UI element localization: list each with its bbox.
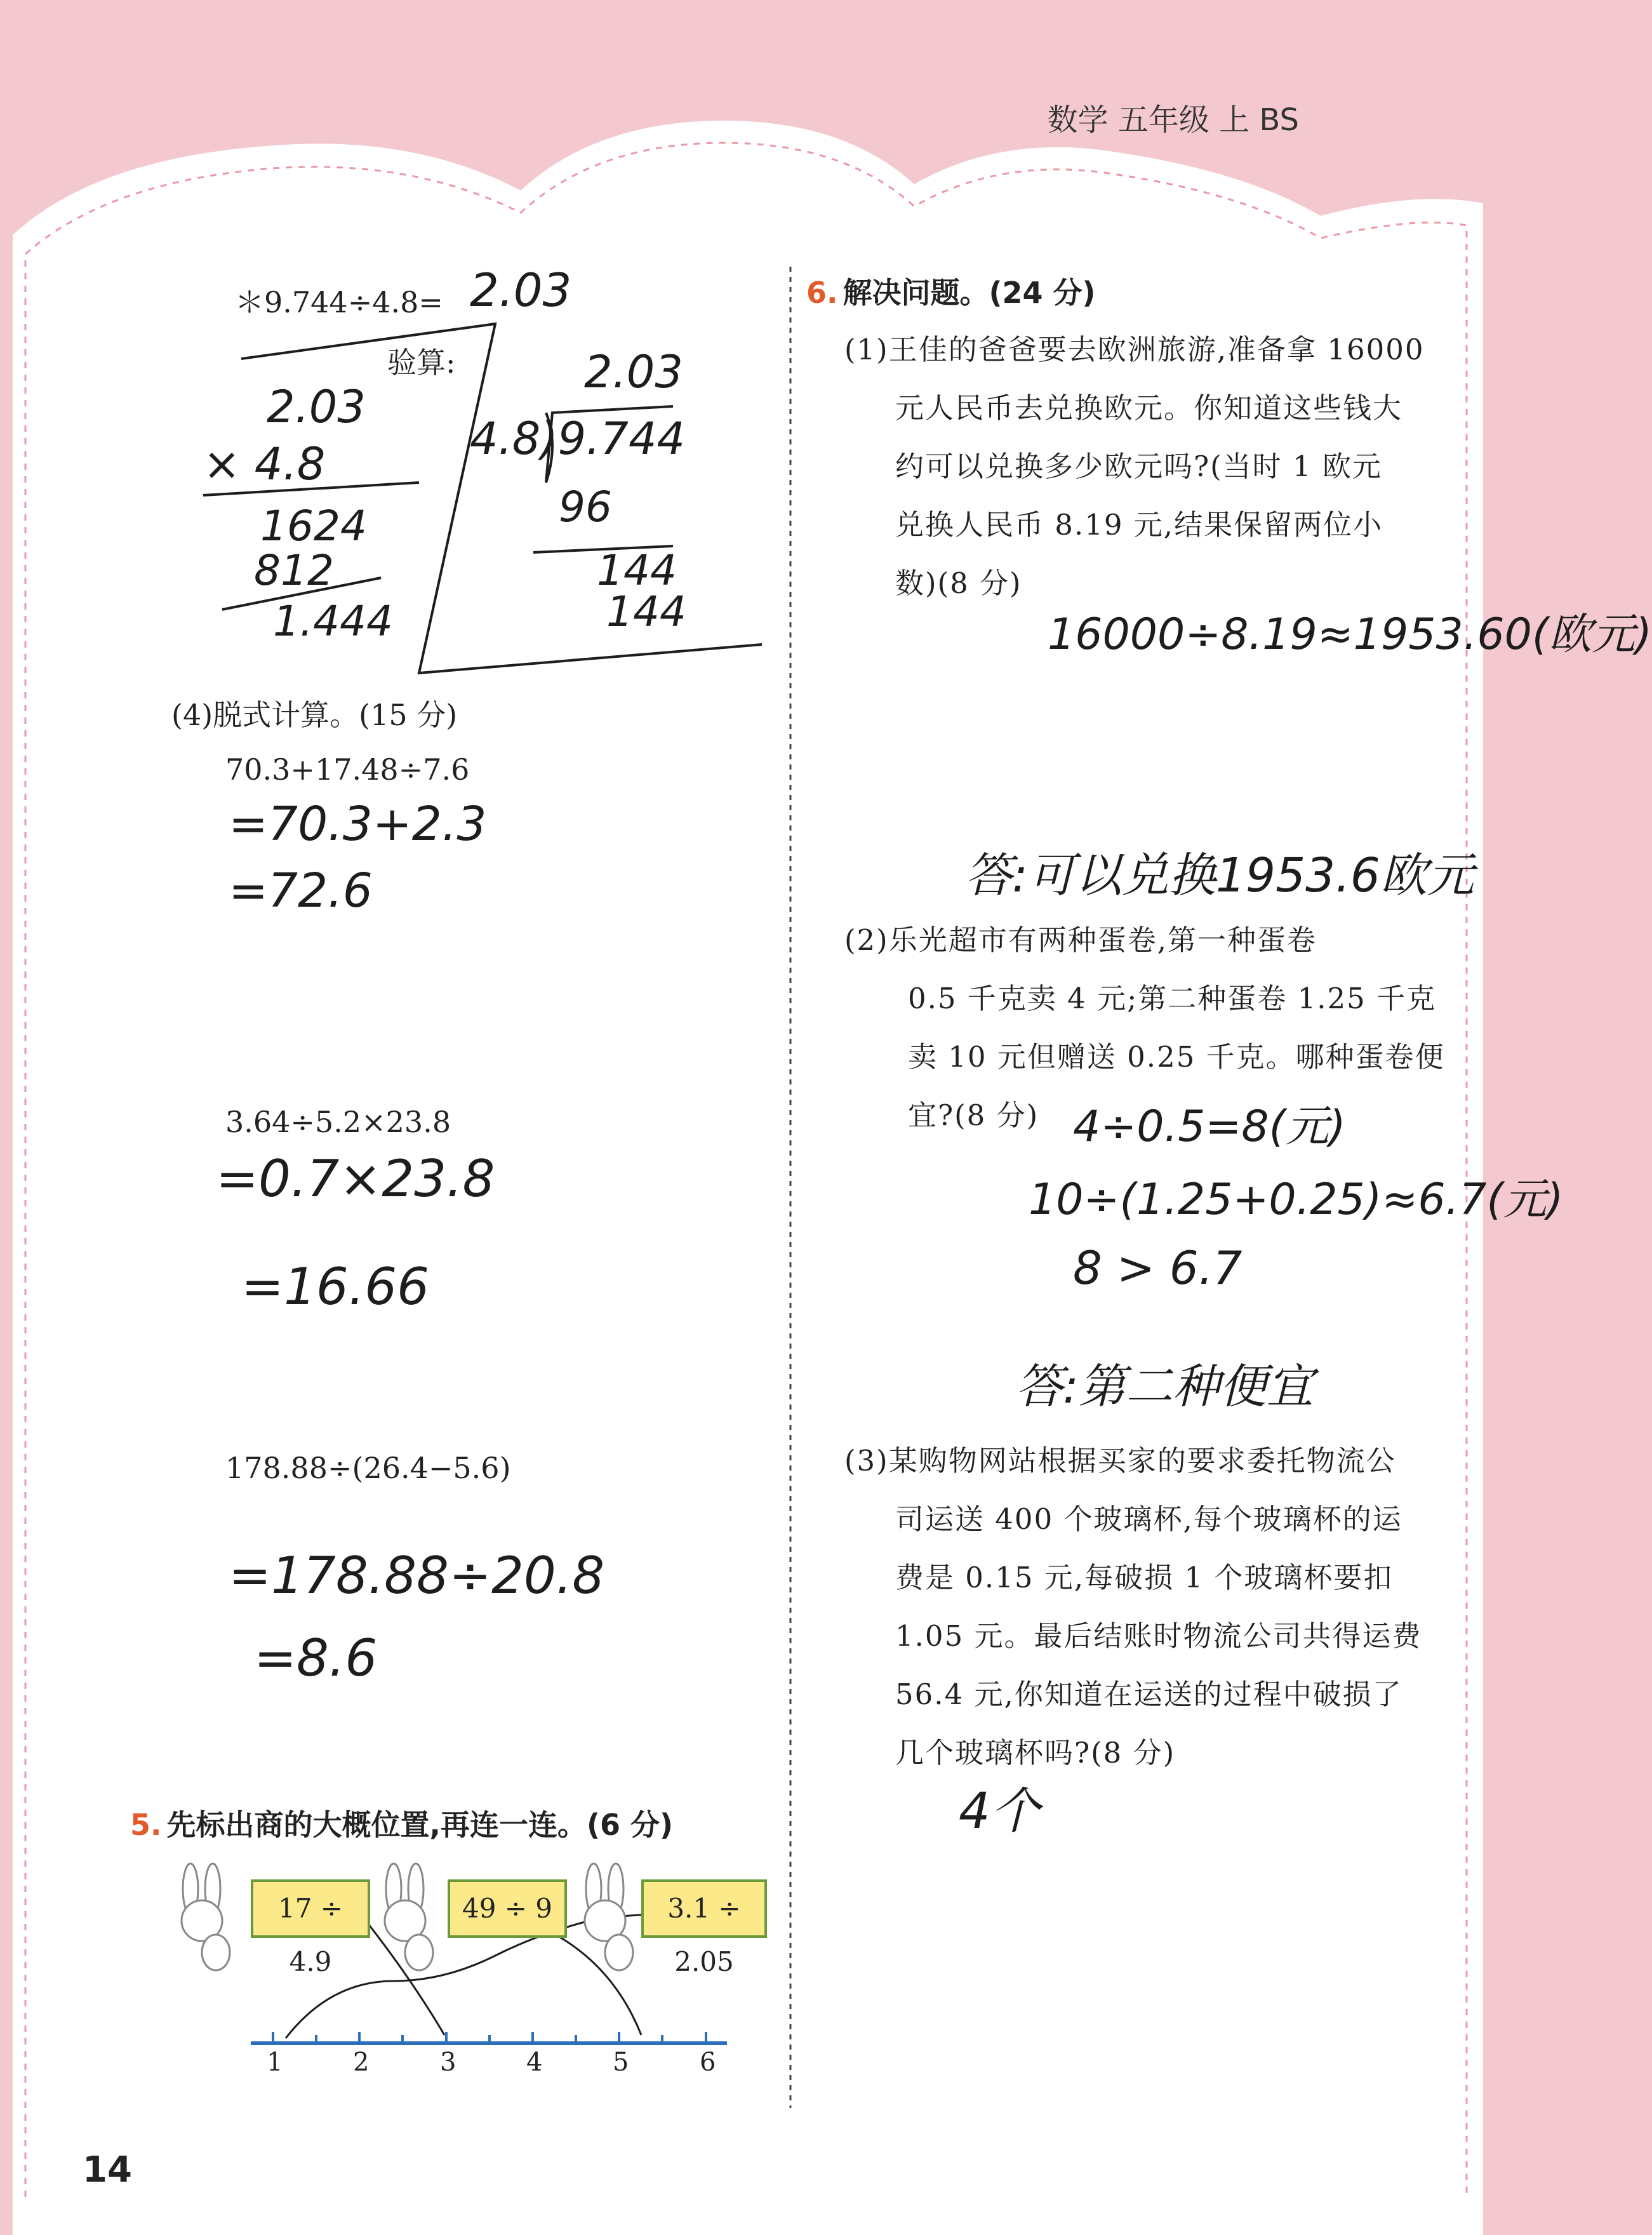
calc2-hw-step1: =0.7×23.8: [216, 1149, 495, 1208]
calc3-hw-step1: =178.88÷20.8: [229, 1546, 605, 1605]
tick-label-6: 6: [700, 2048, 716, 2077]
calc1-hw-step2: =72.6: [229, 864, 373, 918]
tick-label-3: 3: [440, 2048, 456, 2077]
q1-hw-calculation: 16000÷8.19≈1953.60(欧元): [1048, 610, 1652, 660]
hw-div-5: 144: [606, 587, 686, 636]
tick-label-4: 4: [526, 2048, 543, 2077]
q3-hw-answer: 4个: [959, 1783, 1040, 1840]
hw-div-4: 144: [597, 546, 677, 595]
q2-hw-step1: 4÷0.5=8(元): [1073, 1102, 1346, 1152]
question1-text: [844, 321, 1425, 613]
question1-line: 约可以兑换多少欧元吗?(当时 1 欧元: [895, 450, 1382, 483]
question3-line: 1.05 元。最后结账时物流公司共得运费: [895, 1619, 1422, 1653]
question2-line: 卖 10 元但赠送 0.25 千克。哪种蛋卷便: [908, 1040, 1445, 1074]
hw-div-2: 4.8)9.744: [470, 413, 686, 465]
calc1-expression: 70.3+17.48÷7.6: [225, 752, 470, 787]
question1-line: 兑换人民币 8.19 元,结果保留两位小: [895, 508, 1383, 542]
star-division-problem: ＊9.744÷4.8=: [235, 285, 443, 319]
part4-label: (4)脱式计算。(15 分): [171, 698, 458, 732]
question3-text: [844, 1432, 1422, 1782]
question2-line: (2)乐光超市有两种蛋卷,第一种蛋卷: [844, 923, 1317, 957]
question3-line: 费是 0.15 元,每破损 1 个玻璃杯要扣: [895, 1561, 1394, 1594]
section6-heading: [806, 270, 1096, 312]
question2-line: 宜?(8 分): [908, 1098, 1039, 1132]
verify-label: 验算:: [387, 345, 456, 380]
question1-line: 元人民币去兑换欧元。你知道这些钱大: [895, 391, 1403, 425]
book-header: 数学 五年级 上 BS: [1047, 102, 1299, 138]
tick-label-5: 5: [613, 2048, 629, 2077]
quotient-box-2: 49 ÷ 9: [448, 1879, 567, 1938]
hw-mult-2: × 4.8: [203, 438, 326, 490]
hw-div-1: 2.03: [584, 346, 683, 398]
q1-hw-answer: 答:可以兑换1953.6欧元: [965, 848, 1474, 903]
section6-title: 解决问题。(24 分): [843, 276, 1096, 310]
hw-div-3: 96: [559, 483, 612, 531]
page-number: 14: [83, 2149, 132, 2191]
q2-hw-step2: 10÷(1.25+0.25)≈6.7(元): [1029, 1175, 1564, 1225]
tick-label-2: 2: [353, 2048, 370, 2077]
quotient-box-1: 17 ÷ 4.9: [251, 1879, 370, 1938]
question1-line: (1)王佳的爸爸要去欧洲旅游,准备拿 16000: [844, 333, 1425, 366]
q2-hw-answer: 答:第二种便宜: [1016, 1359, 1314, 1414]
calc1-hw-step1: =70.3+2.3: [229, 797, 487, 851]
question3-line: 几个玻璃杯吗?(8 分): [895, 1736, 1176, 1770]
hw-mult-1: 2.03: [267, 381, 366, 433]
section6-number: 6.: [806, 276, 838, 310]
hw-mult-5: 1.444: [273, 597, 393, 646]
section5-title: 先标出商的大概位置,再连一连。(6 分): [166, 1808, 674, 1842]
hw-star-answer: 2.03: [470, 264, 572, 317]
calc2-hw-step2: =16.66: [241, 1257, 430, 1316]
quotient-box-3: 3.1 ÷ 2.05: [641, 1879, 767, 1938]
section5-number: 5.: [130, 1808, 162, 1842]
hw-mult-4: 812: [254, 546, 334, 595]
q2-hw-step3: 8 > 6.7: [1073, 1241, 1242, 1295]
calc3-hw-step2: =8.6: [254, 1629, 378, 1688]
hw-mult-3: 1624: [260, 502, 367, 550]
calc2-expression: 3.64÷5.2×23.8: [225, 1105, 451, 1139]
tick-label-1: 1: [267, 2048, 283, 2077]
question3-line: 56.4 元,你知道在运送的过程中破损了: [895, 1678, 1402, 1711]
question2-line: 0.5 千克卖 4 元;第二种蛋卷 1.25 千克: [908, 982, 1437, 1015]
section5-heading: [130, 1802, 673, 1844]
question3-line: 司运送 400 个玻璃杯,每个玻璃杯的运: [895, 1502, 1402, 1536]
question1-line: 数)(8 分): [895, 566, 1022, 600]
calc3-expression: 178.88÷(26.4−5.6): [225, 1451, 511, 1485]
question3-line: (3)某购物网站根据买家的要求委托物流公: [844, 1444, 1396, 1478]
